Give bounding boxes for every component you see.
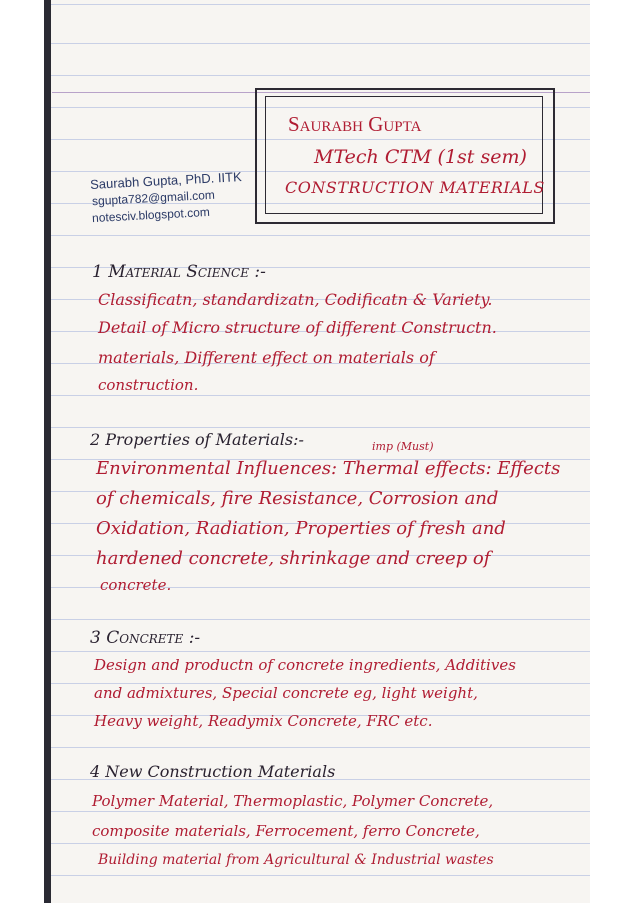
section-4-line-1: Polymer Material, Thermoplastic, Polymer Concrete, (92, 792, 494, 810)
section-1-line-4: construction. (98, 376, 199, 394)
stamp-name: Saurabh Gupta, PhD. IITK (89, 169, 243, 192)
notebook-binding (44, 0, 51, 903)
section-2-line-1: Environmental Influences: Thermal effects: Effects (96, 458, 561, 479)
section-2-line-4: hardened concrete, shrinkage and creep of (96, 548, 491, 569)
section-1-line-2: Detail of Micro structure of different Constructn. (98, 318, 497, 337)
title-author-name: Saurabh Gupta (288, 112, 422, 136)
section-1-line-3: materials, Different effect on materials of (98, 348, 435, 367)
section-3-line-1: Design and productn of concrete ingredients, Additives (94, 656, 516, 674)
section-2-line-3: Oxidation, Radiation, Properties of fresh and (96, 518, 506, 539)
section-3-line-3: Heavy weight, Readymix Concrete, FRC etc. (94, 712, 433, 730)
section-3-line-2: and admixtures, Special concrete eg, light weight, (94, 684, 478, 702)
section-4-heading: 4 New Construction Materials (90, 762, 336, 781)
stamp-email: sgupta782@gmail.com (91, 187, 216, 209)
section-2-line-5: concrete. (100, 576, 172, 594)
section-2-line-2: of chemicals, fire Resistance, Corrosion and (96, 488, 499, 509)
section-2-heading: 2 Properties of Materials:- (90, 430, 304, 449)
section-3-heading: 3 Concrete :- (90, 628, 201, 648)
stamp-blog: notesciv.blogspot.com (91, 204, 211, 226)
section-2-note: imp (Must) (372, 440, 434, 453)
section-1-line-1: Classificatn, standardizatn, Codificatn & Variety. (98, 290, 493, 309)
section-1-heading: 1 Material Science :- (92, 262, 266, 282)
title-course: MTech CTM (1st sem) (314, 146, 527, 168)
title-subject: CONSTRUCTION MATERIALS (285, 178, 545, 197)
section-4-line-3: Building material from Agricultural & Industrial wastes (98, 852, 494, 868)
section-4-line-2: composite materials, Ferrocement, ferro Concrete, (92, 822, 480, 840)
